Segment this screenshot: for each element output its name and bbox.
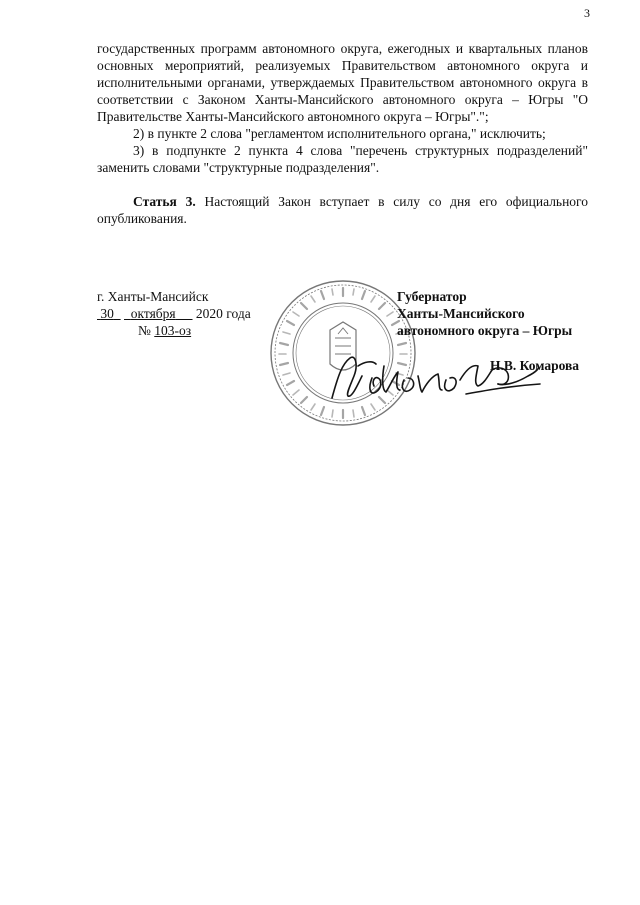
date-day: 30 [100,306,114,321]
governor-signature-block [397,288,597,339]
paragraph-item-2: 2) в пункте 2 слова "регламентом исполнительного органа," исключить; [133,126,546,141]
signing-date [97,305,277,322]
document-body [97,40,588,227]
governor-title-line-2: Ханты-Мансийского [397,306,525,321]
governor-title-line-1: Губернатор [397,289,467,304]
law-number [97,322,277,339]
date-month: октября [130,306,176,321]
handwritten-signature [328,336,548,416]
article-label: Статья 3. [133,194,196,209]
signing-place-date [97,288,277,339]
governor-name: Н.В. Комарова [490,358,580,373]
date-year: 2020 года [195,306,251,321]
paragraph-continuation: государственных программ автономного округа, ежегодных и квартальных планов основных мероприятий, реализуемых Правительством автономного округа и исполнительными органами, утверждаемых Правительством автономного округа в соответствии с Законом Ханты-Мансийского автономного округа – Югры "О Правительстве Ханты-Мансийского автономного округа – Югры"."; [97,41,588,124]
law-number-value: 103-оз [154,323,192,338]
page-number: 3 [584,6,590,20]
article-text: Настоящий Закон вступает в силу со дня его официального опубликования. [97,194,589,226]
signing-city: г. Ханты-Мансийск [97,289,209,304]
paragraph-item-3: 3) в подпункте 2 пункта 4 слова "перечень структурных подразделений" заменить словами "структурные подразделения". [97,143,588,175]
governor-title-line-3: автономного округа – Югры [397,323,573,338]
article-3-paragraph [97,193,588,227]
law-number-prefix: № [138,323,155,338]
